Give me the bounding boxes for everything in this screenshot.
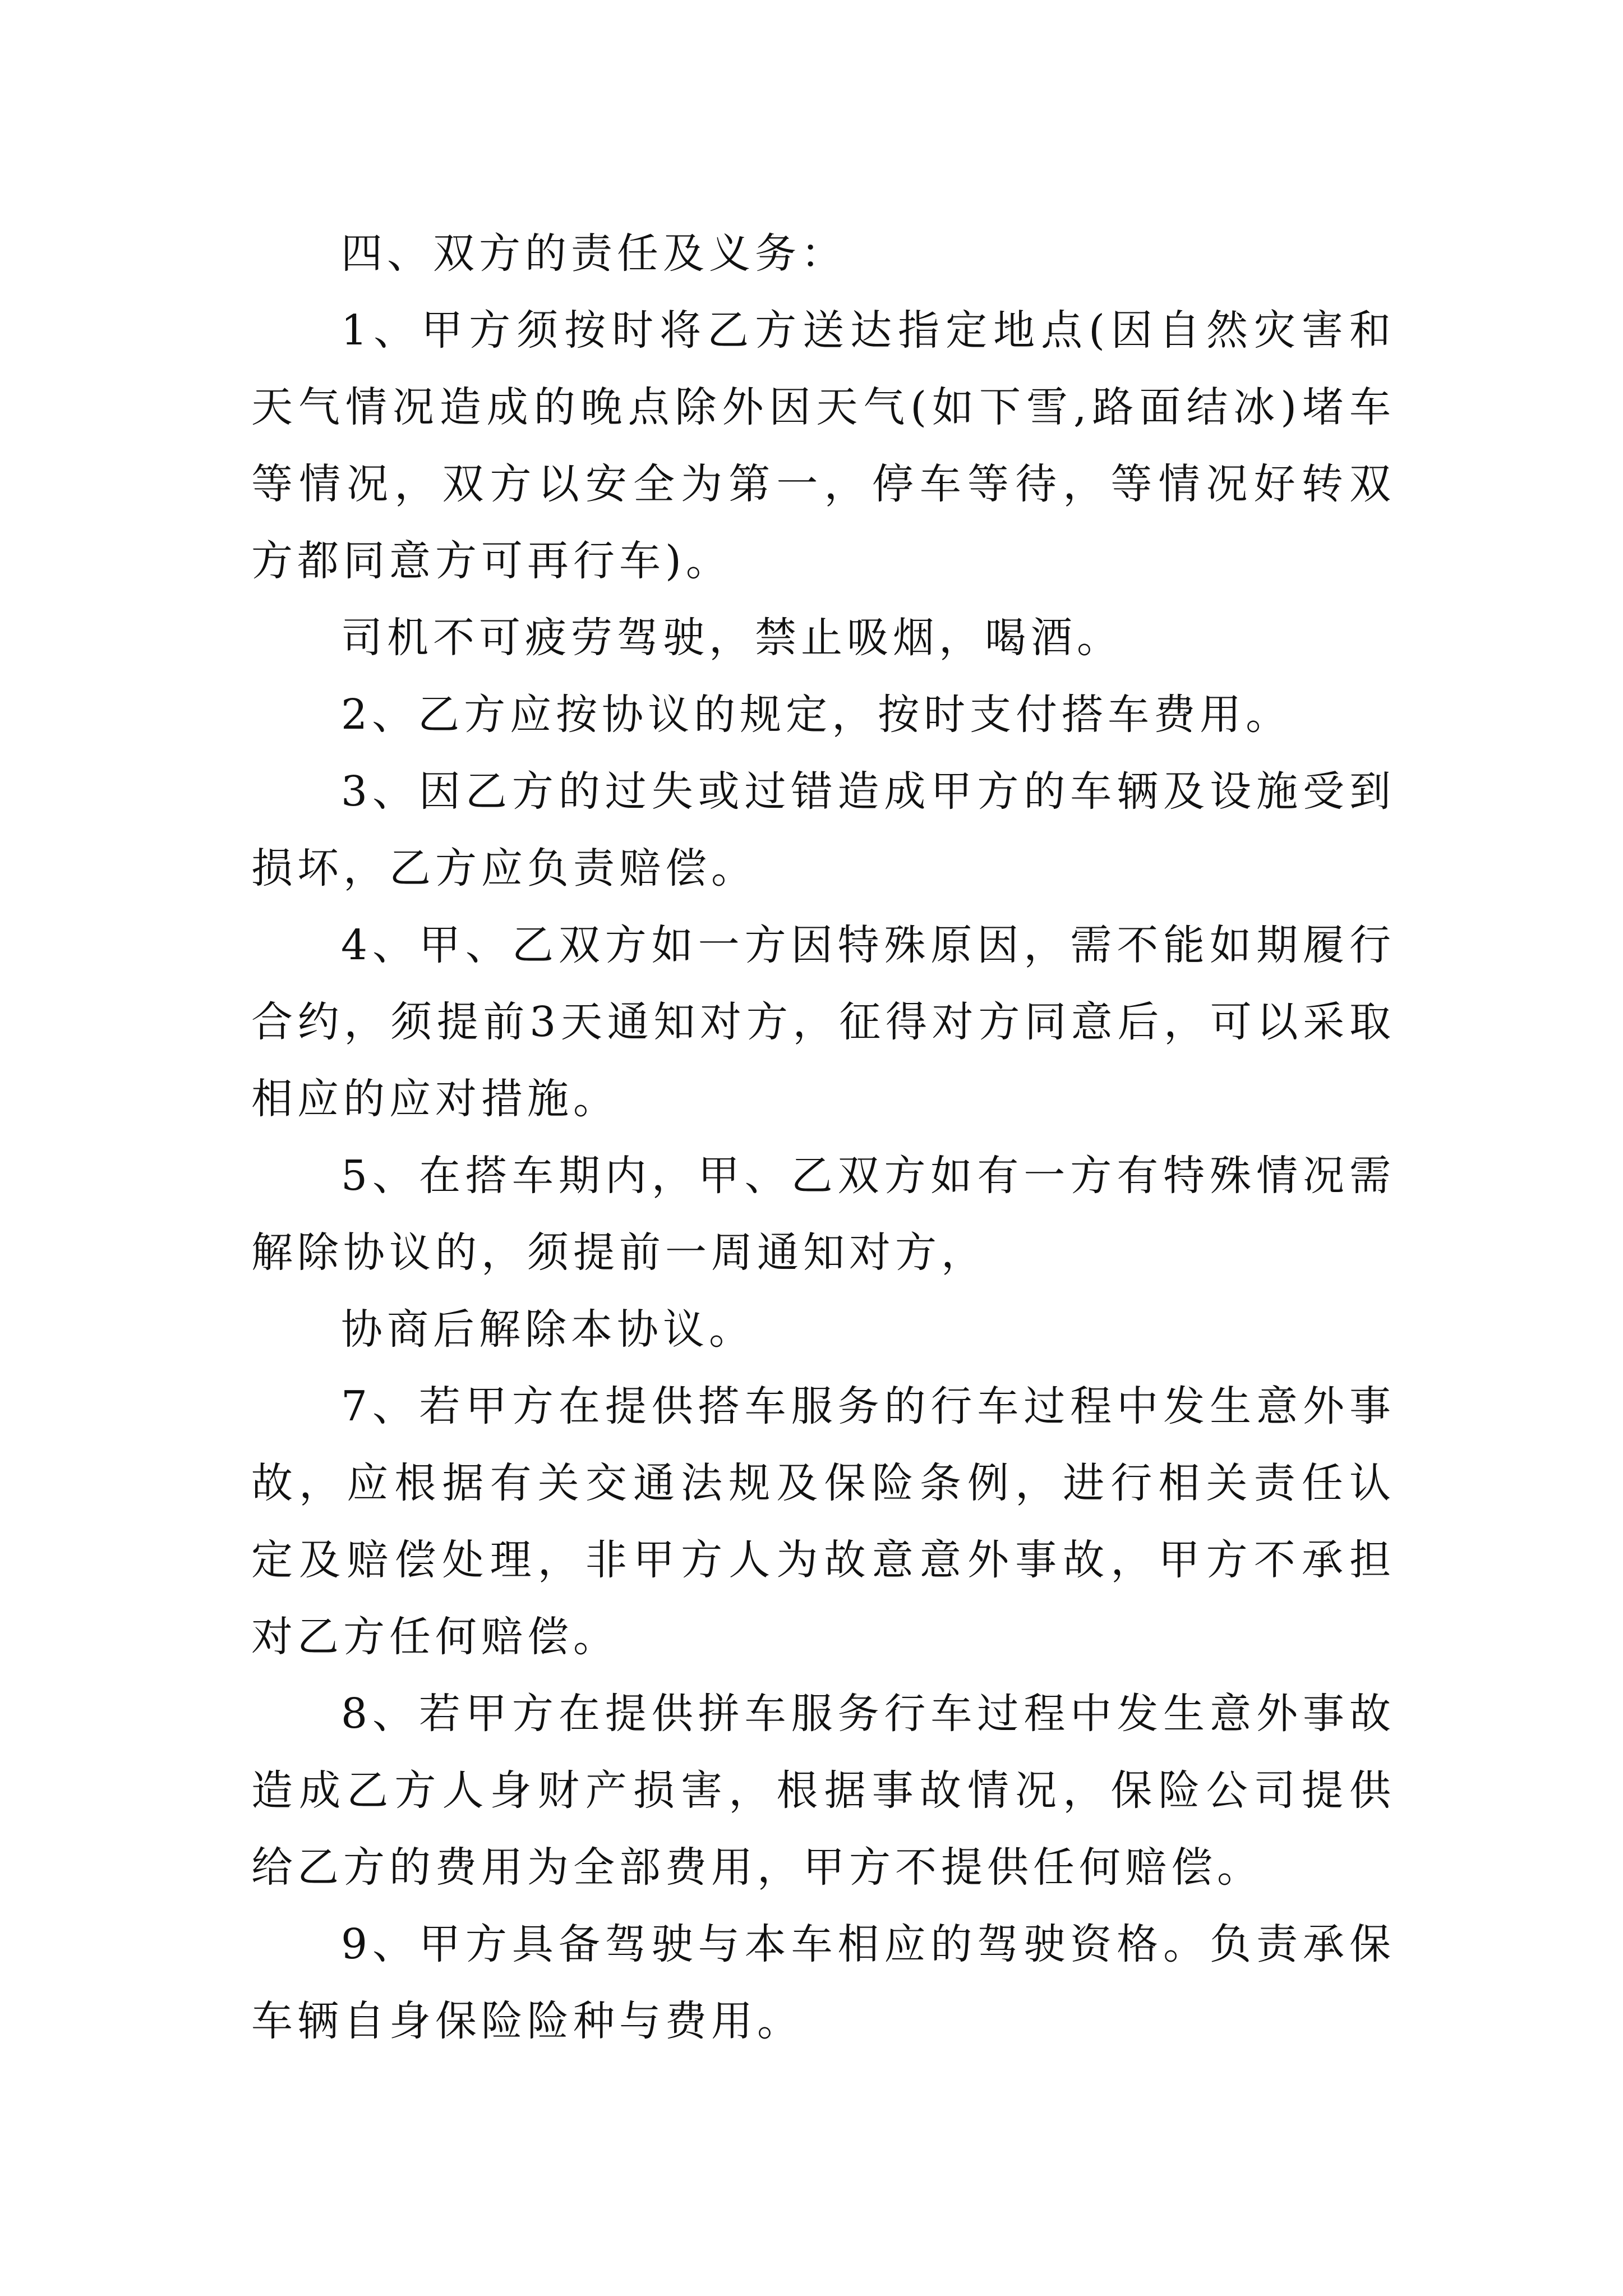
- clause-4: 4、甲、乙双方如一方因特殊原因，需不能如期履行合约，须提前3天通知对方，征得对方同意后，可以采取相应的应对措施。: [251, 921, 1395, 1123]
- clause-2: 2、乙方应按协议的规定，按时支付搭车费用。: [341, 691, 1292, 739]
- clause-1-driver-rule: 司机不可疲劳驾驶，禁止吸烟，喝酒。: [341, 614, 1123, 662]
- clause-7: 7、若甲方在提供搭车服务的行车过程中发生意外事故，应根据有关交通法规及保险条例，进行相关责任认定及赔偿处理，非甲方人为故意意外事故，甲方不承担对乙方任何赔偿。: [251, 1382, 1395, 1661]
- clause-1: 1、甲方须按时将乙方送达指定地点(因自然灾害和天气情况造成的晚点除外因天气(如下雪,路面结冰)堵车等情况，双方以安全为第一，停车等待，等情况好转双方都同意方可再行车)。: [251, 306, 1395, 585]
- section-heading: 四、双方的责任及义务：: [341, 229, 847, 278]
- document-body: [251, 215, 1395, 2060]
- clause-9: 9、甲方具备驾驶与本车相应的驾驶资格。负责承保车辆自身保险险种与费用。: [251, 1920, 1395, 2045]
- clause-5-continuation: 协商后解除本协议。: [341, 1305, 755, 1354]
- clause-3: 3、因乙方的过失或过错造成甲方的车辆及设施受到损坏，乙方应负责赔偿。: [251, 767, 1395, 892]
- clause-8: 8、若甲方在提供拼车服务行车过程中发生意外事故造成乙方人身财产损害，根据事故情况，保险公司提供给乙方的费用为全部费用，甲方不提供任何赔偿。: [251, 1690, 1395, 1892]
- clause-5: 5、在搭车期内，甲、乙双方如有一方有特殊情况需解除协议的，须提前一周通知对方，: [251, 1152, 1395, 1277]
